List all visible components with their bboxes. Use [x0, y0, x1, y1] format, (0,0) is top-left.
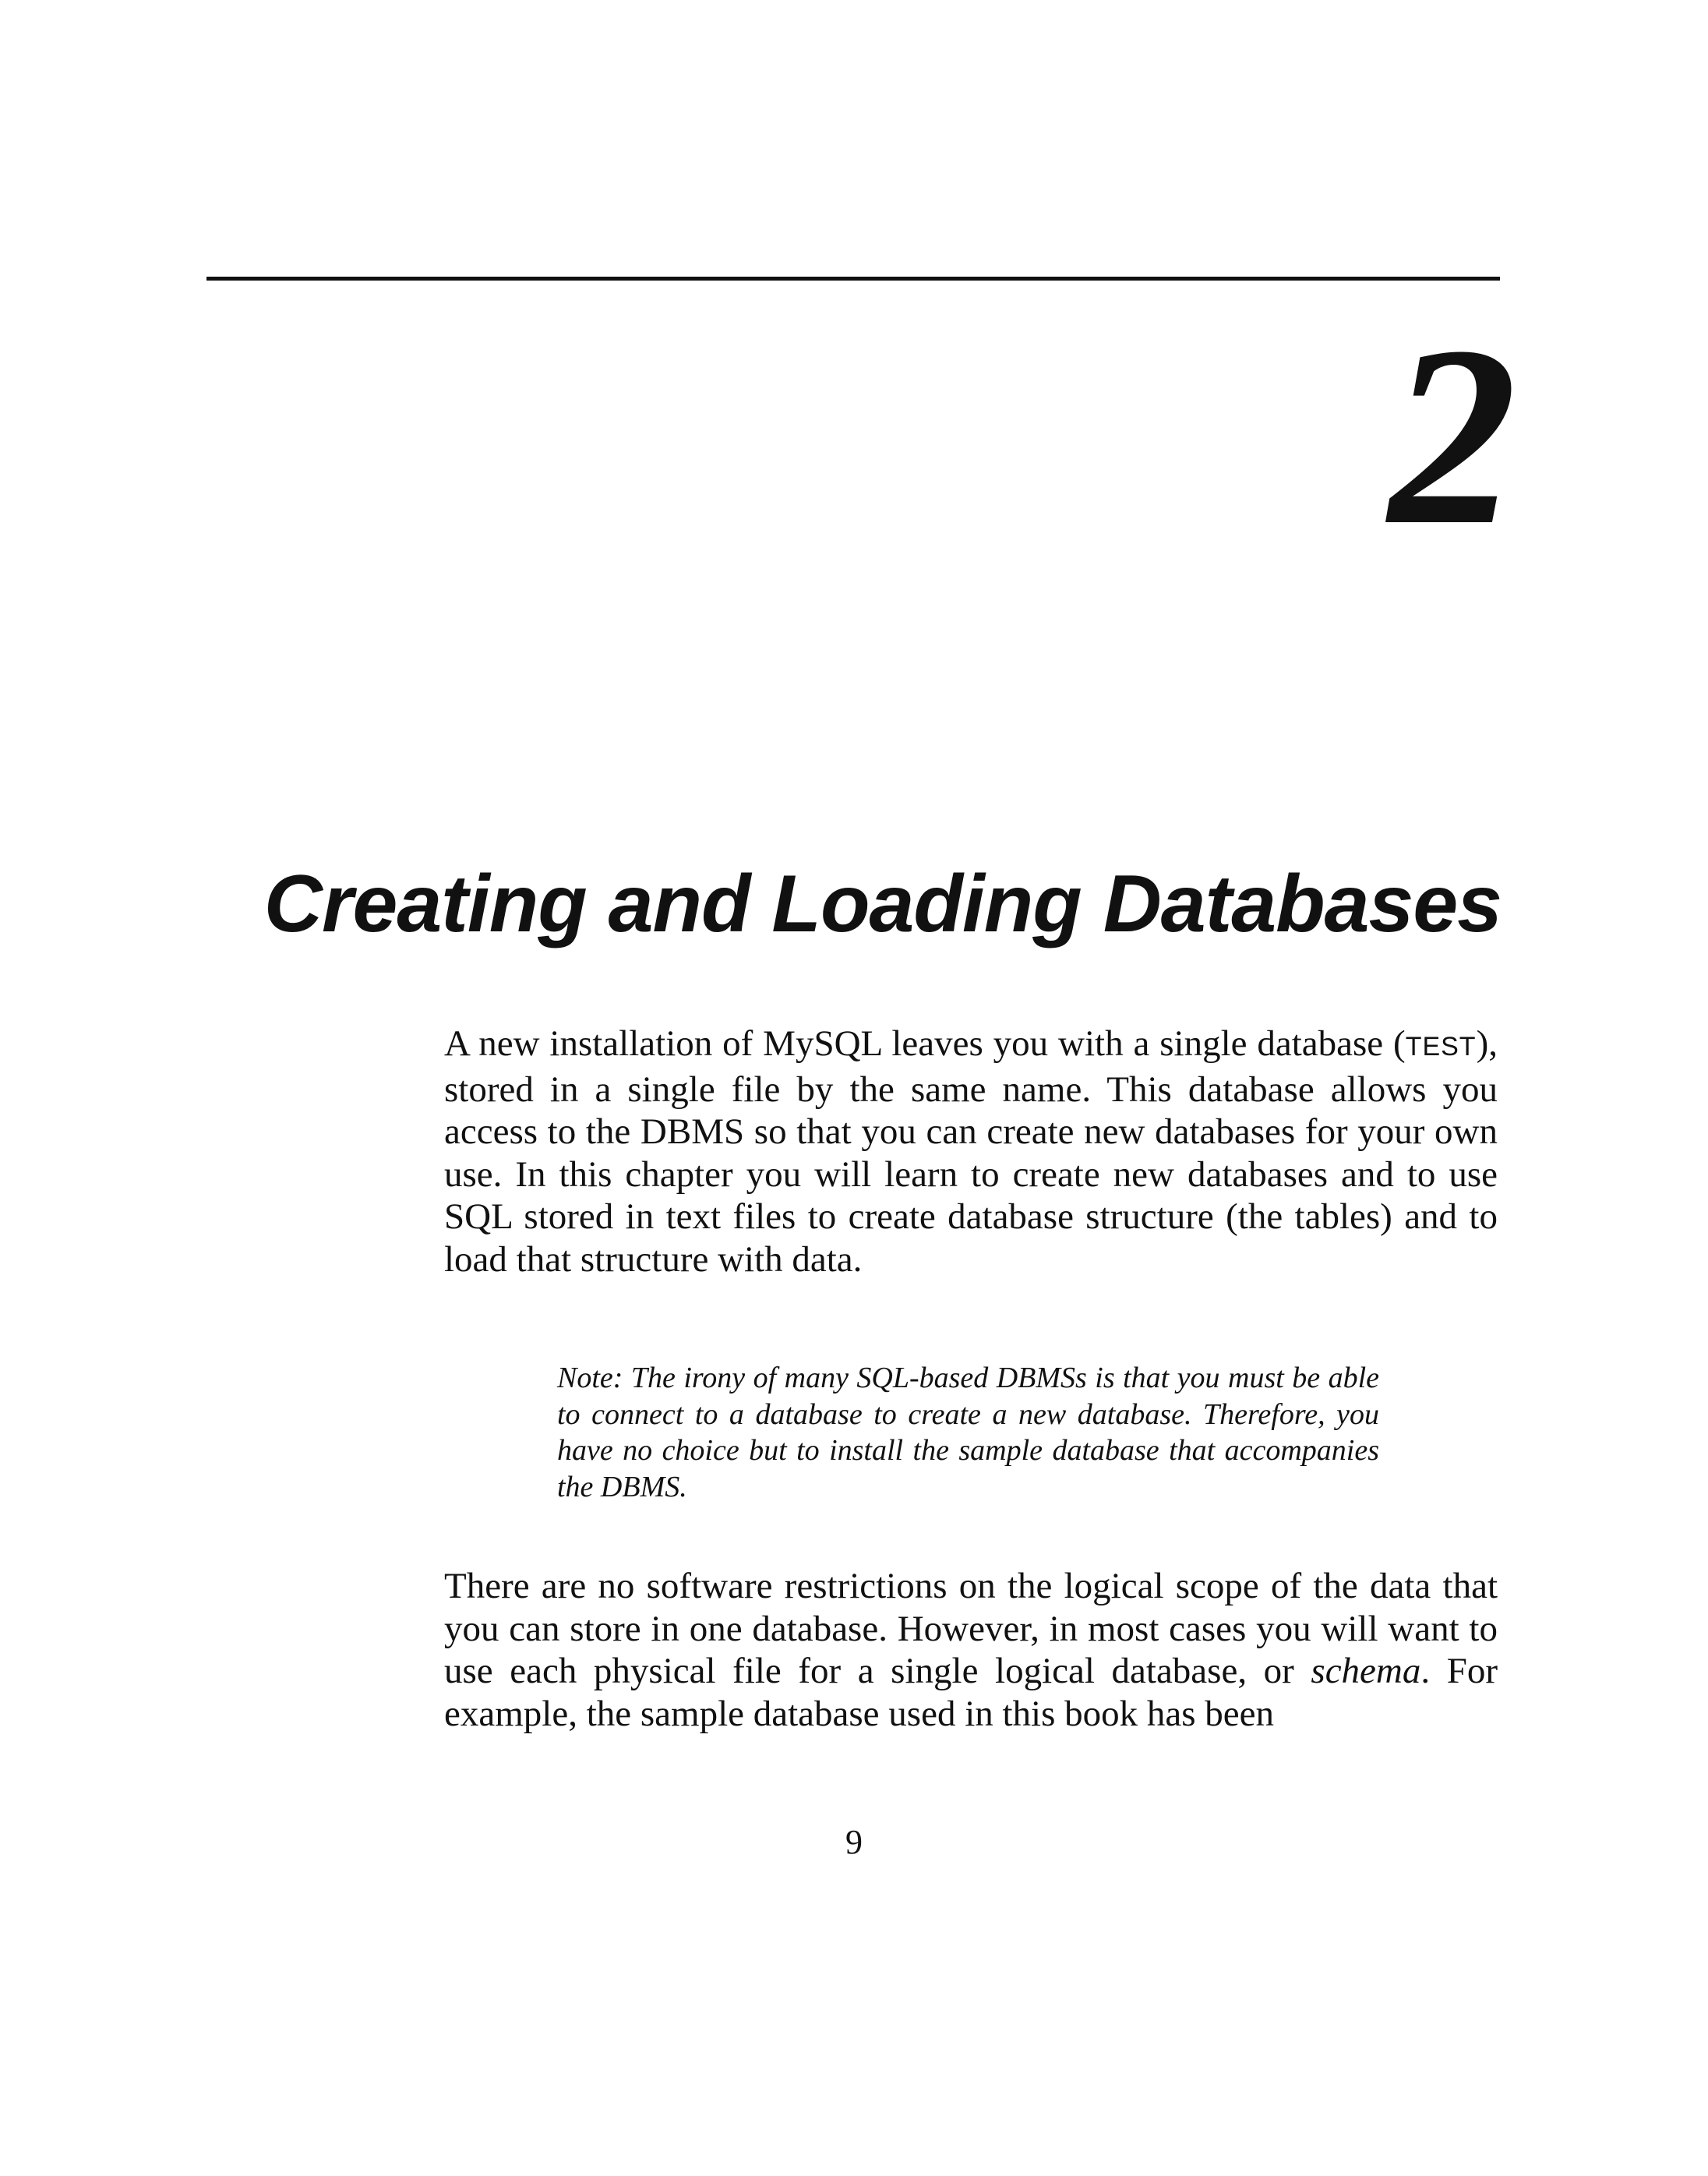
chapter-title: Creating and Loading Databases	[263, 859, 1502, 949]
intro-text-end: ), stored in a single file by the same name. This database allows you access to the DBMS so that you can create new databases for your own use. In this chapter you will learn to create new databases and to use SQL stored in text files to create database structure (the tables) and to load that structure with data.	[444, 1023, 1498, 1280]
note-block: Note: The irony of many SQL-based DBMSs is that you must be able to connect to a database to create a new database. Therefore, you have no choice but to install the sample database that accompanies the DBMS.	[557, 1362, 1379, 1503]
page-number: 9	[845, 1823, 863, 1861]
test-database-name: TEST	[1405, 1032, 1477, 1062]
scope-paragraph	[444, 1565, 1498, 1735]
chapter-rule	[206, 277, 1500, 281]
intro-paragraph	[444, 1023, 1498, 1281]
scope-text-end: . For example, the sample database used in this book has been	[444, 1651, 1498, 1734]
schema-term: schema	[1311, 1651, 1421, 1691]
scope-text-start: There are no software restrictions on the logical scope of the data that you can store in one database. However, in most cases you will want to use each physical file for a single logical database, or	[444, 1566, 1498, 1691]
intro-text-start: A new installation of MySQL leaves you with a single database (	[444, 1023, 1406, 1064]
chapter-number: 2	[1389, 294, 1517, 578]
